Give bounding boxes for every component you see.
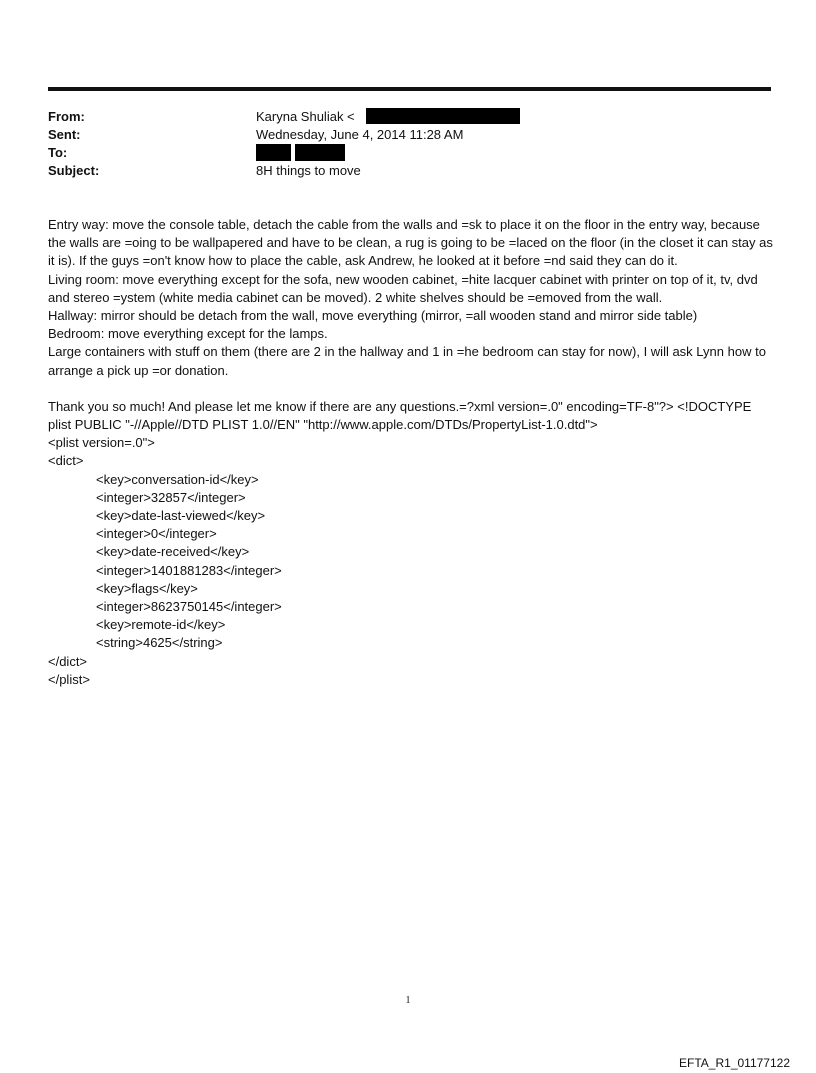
from-label: From: [48,109,85,124]
dict-close-line: </dict> [48,653,88,669]
dict-line: <integer>1401881283</integer> [96,562,282,578]
containers-paragraph: Large containers with stuff on them (there are 2 in the hallway and 1 in =he bedroom can stay for now), I will ask Lynn how to arrange a pick up =or donation. [48,344,766,378]
dict-line: <integer>32857</integer> [96,489,246,505]
bates-number: EFTA_R1_01177122 [679,1056,790,1070]
dict-line: <key>date-received</key> [96,544,250,560]
dict-line: <key>conversation-id</key> [96,471,259,487]
entry-way-paragraph: Entry way: move the console table, detach the cable from the walls and =sk to place it on the floor in the entry way, because the walls are =oing to be wallpapered and have to be clean, a rug is going to be =laced on the floor (in the closet it can stay as it is). If the guys =on't know how to place the cable, ask Andrew, he looked at it before =nd said they can do it. [48,217,773,269]
to-redaction-1 [256,144,291,161]
to-redaction-2 [295,144,345,161]
sent-label: Sent: [48,127,81,142]
dict-open-line: <dict> [48,453,84,469]
plist-close-line: </plist> [48,671,90,687]
email-body [48,216,776,689]
subject-value: 8H things to move [256,163,361,178]
from-value: Karyna Shuliak < [256,109,355,124]
plist-open-line: <plist version=.0"> [48,435,155,451]
closing-paragraph: Thank you so much! And please let me know if there are any questions.=?xml version=.0" encoding=TF-8"?> <!DOCTYPE plist PUBLIC "-//Apple//DTD PLIST 1.0//EN" "http://www.apple.com/DTDs/PropertyList-1.0.dtd"> [48,398,752,433]
page-number: 1 [405,995,411,1006]
sent-value: Wednesday, June 4, 2014 11:28 AM [256,127,464,142]
hallway-paragraph: Hallway: mirror should be detach from the wall, move everything (mirror, =all wooden stand and mirror side table) [48,308,698,324]
dict-line: <integer>8623750145</integer> [96,599,282,615]
living-room-paragraph: Living room: move everything except for the sofa, new wooden cabinet, =hite lacquer cabinet with printer on top of it, tv, dvd and stereo =ystem (white media cabinet can be moved). 2 white shelves should be =emoved from the wall. [48,271,758,305]
subject-label: Subject: [48,163,100,178]
from-email-redaction [366,108,520,124]
dict-line: <integer>0</integer> [96,526,217,542]
dict-line: <key>remote-id</key> [96,617,226,633]
header-divider [48,87,771,91]
dict-line: <key>date-last-viewed</key> [96,508,266,524]
bedroom-paragraph: Bedroom: move everything except for the lamps. [48,326,328,342]
dict-line: <key>flags</key> [96,580,198,596]
to-label: To: [48,145,68,160]
dict-line: <string>4625</string> [96,635,223,651]
